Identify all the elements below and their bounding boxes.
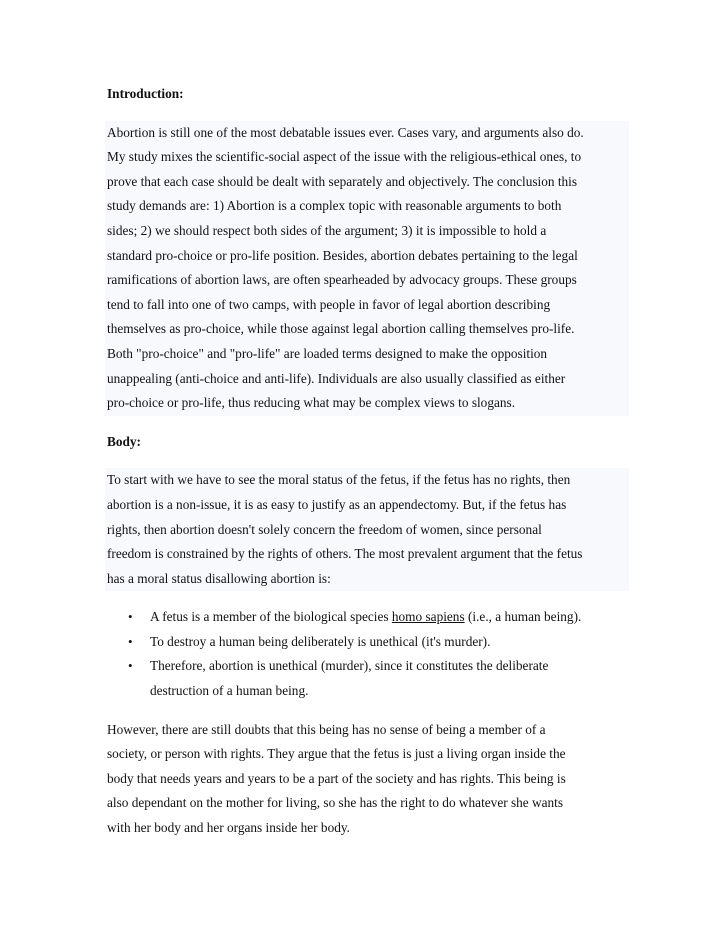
- list-item: [107, 605, 625, 630]
- text-line: has a moral status disallowing abortion is:: [107, 570, 331, 586]
- document-content: [107, 82, 625, 841]
- text-line: also dependant on the mother for living, so she has the right to do whatever she wants: [107, 795, 564, 811]
- bullet-text: Therefore, abortion is unethical (murder), since it constitutes the deliberate: [150, 658, 549, 674]
- text-line: with her body and her organs inside her body.: [107, 820, 350, 836]
- text-line: rights, then abortion doesn't solely concern the freedom of women, since personal: [107, 521, 542, 537]
- spacer: [107, 416, 625, 430]
- list-item: [107, 630, 625, 655]
- text-line: society, or person with rights. They argue that the fetus is just a living organ inside the: [107, 746, 566, 762]
- text-line: prove that each case should be dealt with separately and objectively. The conclusion this: [107, 173, 578, 189]
- text-line: tend to fall into one of two camps, with people in favor of legal abortion describing: [107, 296, 551, 312]
- introduction-block: [105, 121, 629, 416]
- body-block: [105, 468, 629, 591]
- bullet-text: (i.e., a human being).: [464, 609, 582, 625]
- list-item: [107, 654, 625, 703]
- introduction-heading: Introduction:: [107, 86, 184, 101]
- body-paragraph: [107, 468, 625, 591]
- bullet-text: To destroy a human being deliberately is unethical (it's murder).: [150, 633, 491, 649]
- text-line: However, there are still doubts that this being has no sense of being a member of a: [107, 721, 546, 737]
- homo-sapiens-link[interactable]: homo sapiens: [391, 609, 465, 625]
- text-line: Abortion is still one of the most debatable issues ever. Cases vary, and arguments also do.: [107, 124, 584, 140]
- spacer: [107, 591, 625, 605]
- spacer: [107, 454, 625, 468]
- introduction-paragraph: [107, 121, 625, 416]
- bullet-text: A fetus is a member of the biological species: [150, 609, 392, 625]
- text-line: standard pro-choice or pro-life position. Besides, abortion debates pertaining to the legal: [107, 247, 578, 263]
- text-line: abortion is a non-issue, it is as easy to justify as an appendectomy. But, if the fetus has: [107, 496, 567, 512]
- bullet-icon: •: [128, 658, 133, 674]
- bullet-icon: •: [128, 633, 133, 649]
- closing-paragraph: [107, 718, 625, 841]
- bullet-icon: •: [128, 609, 133, 625]
- text-line: themselves as pro-choice, while those against legal abortion calling themselves pro-life.: [107, 321, 575, 337]
- text-line: pro-choice or pro-life, thus reducing what may be complex views to slogans.: [107, 395, 516, 411]
- text-line: My study mixes the scientific-social aspect of the issue with the religious-ethical ones, to: [107, 149, 582, 165]
- body-heading: Body:: [107, 433, 141, 449]
- text-line: sides; 2) we should respect both sides of the argument; 3) it is impossible to hold a: [107, 222, 547, 238]
- argument-bullet-list: [107, 605, 625, 703]
- text-line: body that needs years and years to be a part of the society and has rights. This being is: [107, 770, 566, 786]
- spacer: [107, 704, 625, 718]
- bullet-text: destruction of a human being.: [150, 683, 309, 699]
- text-line: Both "pro-choice" and "pro-life" are loaded terms designed to make the opposition: [107, 345, 548, 361]
- text-line: freedom is constrained by the rights of others. The most prevalent argument that the fetus: [107, 546, 583, 562]
- text-line: To start with we have to see the moral status of the fetus, if the fetus has no rights, then: [107, 472, 571, 488]
- text-line: unappealing (anti-choice and anti-life). Individuals are also usually classified as either: [107, 370, 566, 386]
- text-line: study demands are: 1) Abortion is a complex topic with reasonable arguments to both: [107, 198, 562, 214]
- spacer: [107, 107, 625, 121]
- text-line: ramifications of abortion laws, are often spearheaded by advocacy groups. These groups: [107, 272, 577, 288]
